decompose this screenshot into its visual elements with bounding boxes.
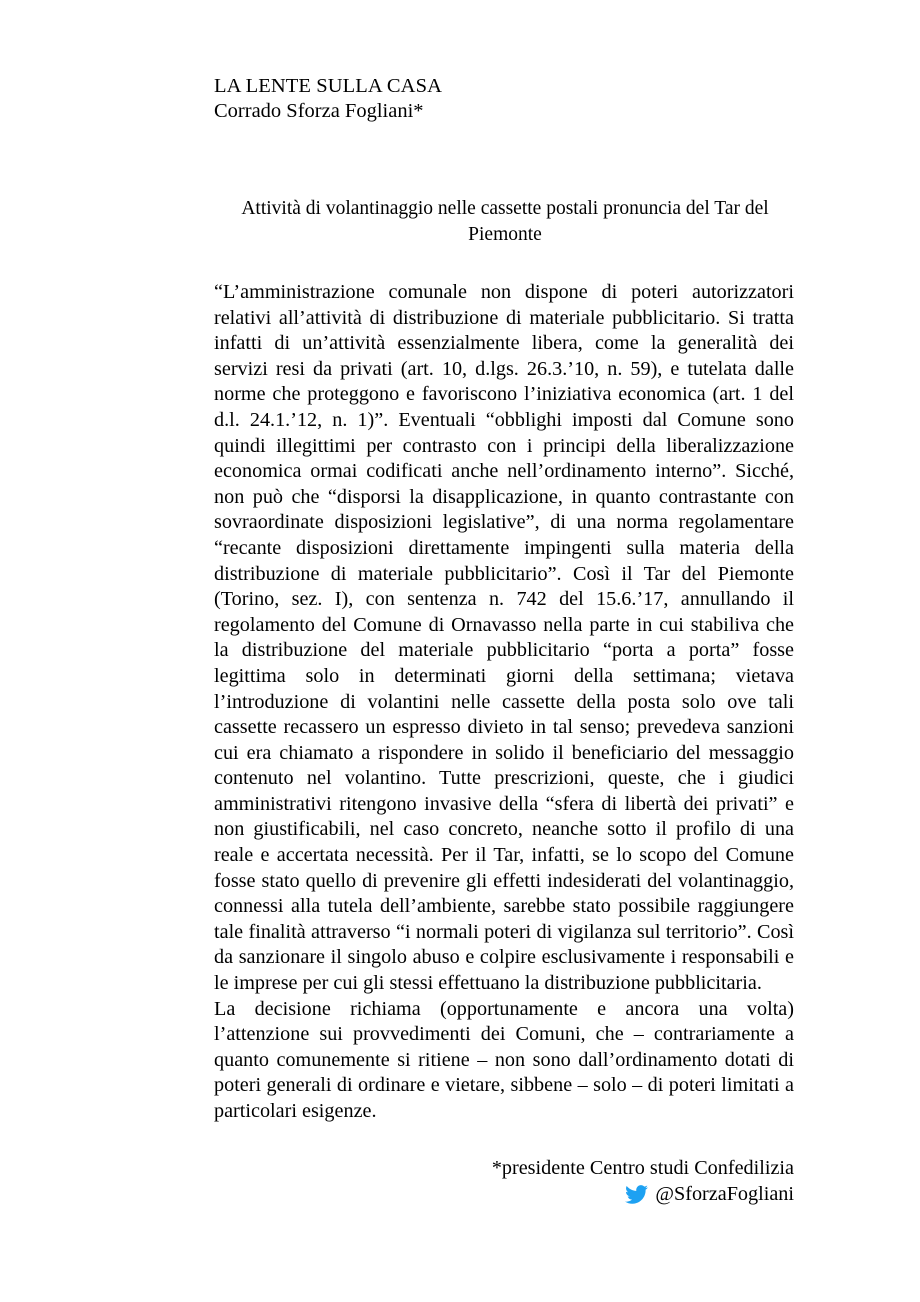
twitter-bird-icon — [625, 1185, 648, 1204]
twitter-handle-row — [214, 1181, 794, 1207]
twitter-handle: @SforzaFogliani — [655, 1182, 794, 1205]
column-title: LA LENTE SULLA CASA — [214, 75, 442, 97]
author-byline: Corrado Sforza Fogliani* — [214, 100, 424, 122]
body-paragraph: “L’amministrazione comunale non dispone di poteri autorizzatori relativi all’attività di distribuzione di materiale pubblicitario. Si tratta infatti di un’attività essenzialmente libera, come la generalità dei servizi resi da privati (art. 10, d.lgs. 26.3.’10, n. 59), e tutelata dalle norme che proteggono e favoriscono l’iniziativa economica (art. 1 del d.l. 24.1.’12, n. 1)”. Eventuali “obblighi imposti dal Comune sono quindi illegittimi per contrasto con i principi della liberalizzazione economica ormai codificati anche nell’ordinamento interno”. Sicché, non può che “disporsi la disapplicazione, in quanto contrastante con sovraordinate disposizioni legislative”, di una norma regolamentare “recante disposizioni direttamente impingenti sulla materia della distribuzione di materiale pubblicitario”. Così il Tar del Piemonte (Torino, sez. I), con sentenza n. 742 del 15.6.’17, annullando il regolamento del Comune di Ornavasso nella parte in cui stabiliva che la distribuzione del materiale pubblicitario “porta a porta” fosse legittima solo in determinati giorni della settimana; vietava l’introduzione di volantini nelle cassette della posta solo ove tali cassette recassero un espresso divieto in tal senso; prevedeva sanzioni cui era chiamato a rispondere in solido il beneficiario del messaggio contenuto nel volantino. Tutte prescrizioni, queste, che i giudici amministrativi ritengono invasive della “sfera di libertà dei privati” e non giustificabili, nel caso concreto, neanche sotto il profilo di una reale e accertata necessità. Per il Tar, infatti, se lo scopo del Comune fosse stato quello di prevenire gli effetti indesiderati del volantinaggio, connessi alla tutela dell’ambiente, sarebbe stato possibile raggiungere tale finalità attraverso “i normali poteri di vigilanza sul territorio”. Così da sanzionare il singolo abuso e colpire esclusivamente i responsabili e le imprese per cui gli stessi effettuano la distribuzione pubblicitaria. — [214, 281, 794, 995]
article-body — [214, 248, 794, 1125]
signature-block — [214, 1125, 794, 1207]
masthead — [214, 74, 794, 124]
document-content — [214, 74, 794, 1207]
author-role: *presidente Centro studi Confedilizia — [491, 1156, 794, 1179]
article-title: Attività di volantinaggio nelle cassette postali pronuncia del Tar del Piemonte — [241, 198, 769, 245]
body-paragraph: La decisione richiama (opportunamente e ancora una volta) l’attenzione sui provvedimenti dei Comuni, che – contrariamente a quanto comunemente si ritiene – non sono dall’ordinamento dotati di poteri generali di ordinare e vietare, sibbene – solo – di poteri limitati a particolari esigenze. — [214, 997, 794, 1122]
